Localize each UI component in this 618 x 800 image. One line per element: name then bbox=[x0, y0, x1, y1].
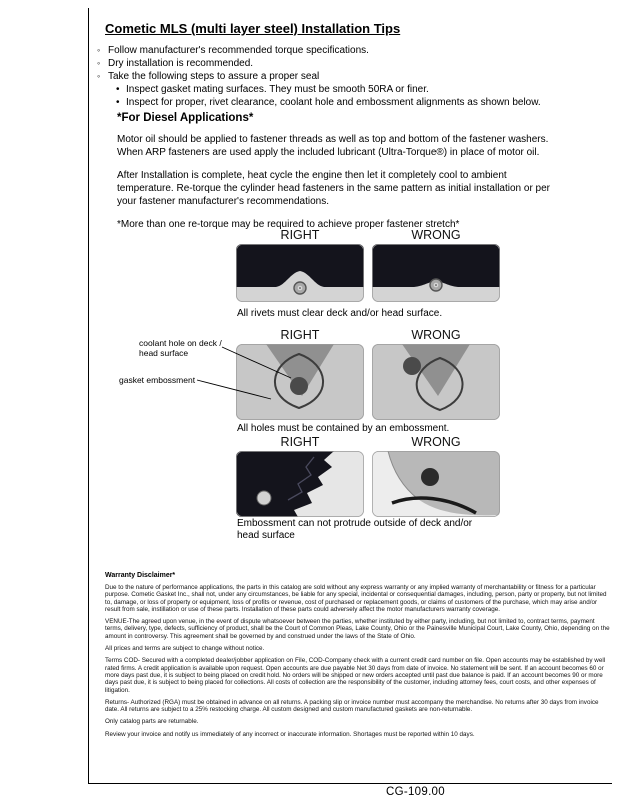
warranty-disclaimer bbox=[105, 572, 613, 743]
tips-list bbox=[97, 44, 369, 83]
tip-item: ◦ Follow manufacturer's recommended torque specifications. bbox=[97, 44, 369, 57]
diesel-paragraph: After Installation is complete, heat cycle the engine then let it completely cool to ambient temperature. Re-torque the cylinder head fasteners in the same pattern as initial installation or per your fastener manufacturer's recommendations. bbox=[117, 170, 551, 207]
subtip-item: • Inspect for proper, rivet clearance, coolant hole and embossment alignments as shown below. bbox=[116, 96, 541, 109]
subtips-list bbox=[116, 83, 541, 109]
caption-row3: Embossment can not protrude outside of deck and/or head surface bbox=[237, 518, 473, 541]
annotation-coolant-hole: coolant hole on deck / head surface bbox=[139, 338, 222, 358]
rivet-wrong-figure bbox=[372, 244, 500, 302]
right-label-row3: RIGHT bbox=[280, 435, 320, 449]
diesel-paragraph: *More than one re-torque may be required to achieve proper fastener stretch* bbox=[117, 219, 460, 230]
diesel-section bbox=[117, 112, 562, 241]
disclaimer-paragraph: Returns- Authorized (RGA) must be obtained in advance on all returns. A packing slip or invoice number must accompany the merchandise. No returns after 30 days from invoice date. All returns are subject to a 25% restocking charge. All custom designed and custom manufactured gaskets are non-returnable. bbox=[105, 698, 599, 714]
tip-item: ◦ Dry installation is recommended. bbox=[97, 57, 369, 70]
caption-row2: All holes must be contained by an embossment. bbox=[237, 423, 450, 434]
wrong-label-row2: WRONG bbox=[411, 328, 461, 342]
bottom-rule bbox=[88, 783, 612, 784]
tip-item: ◦ Take the following steps to assure a proper seal bbox=[97, 70, 369, 83]
diesel-paragraph: Motor oil should be applied to fastener threads as well as top and bottom of the fastener washers. When ARP fasteners are used apply the included lubricant (Ultra-Torque®) in place of motor oil. bbox=[117, 134, 549, 158]
subtip-item: • Inspect gasket mating surfaces. They must be smooth 50RA or finer. bbox=[116, 83, 541, 96]
right-label-row1: RIGHT bbox=[280, 228, 320, 242]
disclaimer-heading: Warranty Disclaimer* bbox=[105, 572, 176, 579]
protrusion-wrong-figure bbox=[372, 451, 500, 517]
page-code: CG-109.00 bbox=[386, 786, 445, 798]
diesel-paragraphs bbox=[117, 133, 562, 231]
annotation-gasket-embossment: gasket embossment bbox=[119, 375, 196, 385]
disclaimer-paragraph: Terms COD- Secured with a completed dealer/jobber application on File, COD-Company check with a current credit card number on file. Open accounts may be established by well rated firms. A credit application is available upon request. Open accounts are due payable Net 30 days from date of invoice. No statement will be sent. If an account becomes 60 or more days past due, it is subject to being placed on credit hold. No orders will be shipped or new orders accepted until past due balance is paid. If an account becomes 90 or more days past due, it is subject to being placed for collections. All costs of collection are the responsibility of the customer, including attorney fees, court costs, and other expenses of litigation. bbox=[105, 657, 606, 694]
caption-row1: All rivets must clear deck and/or head surface. bbox=[237, 308, 443, 319]
disclaimer-paragraph: Review your invoice and notify us immediately of any incorrect or inaccurate information. Shortages must be reported within 10 days. bbox=[105, 730, 475, 738]
embossment-wrong-figure bbox=[372, 344, 500, 420]
wrong-label-row3: WRONG bbox=[411, 435, 461, 449]
disclaimer-paragraph: Only catalog parts are returnable. bbox=[105, 718, 199, 726]
wrong-label-row1: WRONG bbox=[411, 228, 461, 242]
protrusion-right-figure bbox=[236, 451, 364, 517]
disclaimer-paragraph: VENUE-The agreed upon venue, in the event of dispute whatsoever between the parties, whether instituted by either party, including, but not limited to, contract terms, payment terms, delivery, type, defects, sufficiency of product, shall be the Court of Common Pleas, Lake County, Ohio or the Painesville Municipal Court, Lake County, Ohio, depending on the amount in controversy. This agreement shall be governed by and construed under the laws of the State of Ohio. bbox=[105, 618, 610, 640]
disclaimer-paragraphs bbox=[105, 584, 613, 738]
disclaimer-paragraph: All prices and terms are subject to change without notice. bbox=[105, 645, 265, 653]
right-label-row2: RIGHT bbox=[280, 328, 320, 342]
rivet-right-figure bbox=[236, 244, 364, 302]
diesel-heading: *For Diesel Applications* bbox=[117, 112, 254, 124]
diagram-section bbox=[105, 224, 610, 554]
left-margin-rule bbox=[88, 8, 89, 783]
disclaimer-paragraph: Due to the nature of performance applications, the parts in this catalog are sold without any express warranty or any implied warranty of merchantability or fitness for a particular purpose. Cometic Gasket Inc., shall not, under any circumstances, be liable for any special, incidental or consequential damages, including, person, party or property, but not limited to, damage, or loss of property or equipment, loss of profits or revenue, cost of purchased or replacement goods, or claims of customers of the purchase, which may arise and/or result from sale, instillation or use of these parts. Installation of these parts could adversely affect the motor manufacturers warranty coverage. bbox=[105, 584, 607, 613]
embossment-right-figure bbox=[236, 344, 364, 420]
page-title: Cometic MLS (multi layer steel) Installation Tips bbox=[105, 21, 401, 36]
